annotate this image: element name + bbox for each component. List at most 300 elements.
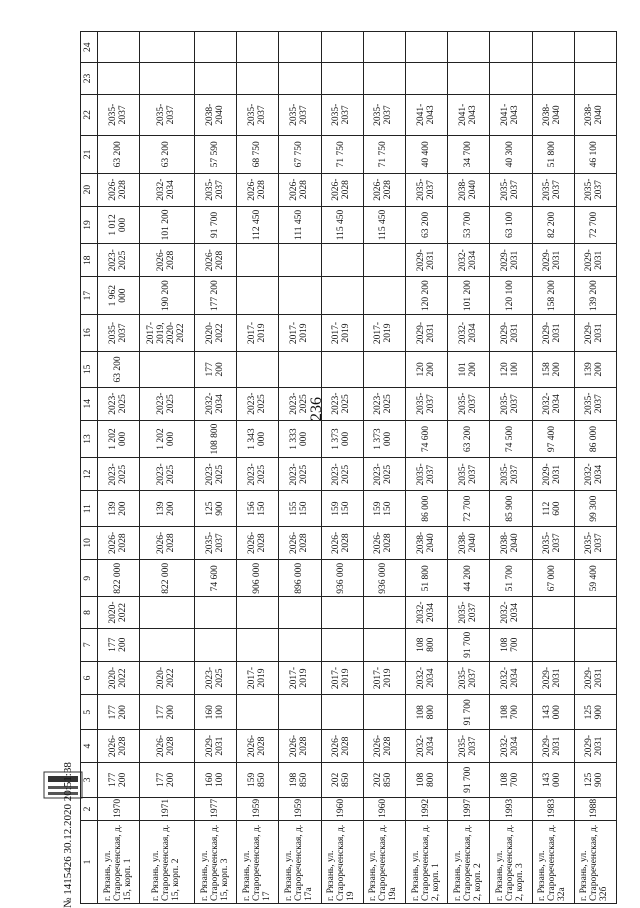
table-cell bbox=[321, 277, 363, 314]
table-cell bbox=[574, 597, 616, 628]
table-cell bbox=[321, 597, 363, 628]
table-cell: 2035-2037 bbox=[448, 597, 490, 628]
table-cell bbox=[448, 63, 490, 94]
address-cell: г. Рязань, ул. Старореченская, д. 2, корп. 1 bbox=[405, 820, 447, 903]
table-cell: 125 900 bbox=[195, 491, 237, 526]
table-cell: 2032-2034 bbox=[195, 387, 237, 420]
table-cell: 822 000 bbox=[140, 560, 195, 597]
table-cell bbox=[405, 32, 447, 63]
page-number: 236 bbox=[308, 397, 325, 421]
table-cell: 108 700 bbox=[490, 762, 532, 797]
table-cell: 115 450 bbox=[321, 206, 363, 243]
table-row bbox=[448, 32, 490, 904]
table-cell: 936 000 bbox=[363, 560, 405, 597]
table-cell bbox=[279, 597, 321, 628]
table-cell: 2035-2037 bbox=[448, 730, 490, 762]
table-cell bbox=[279, 277, 321, 314]
table-cell: 67 000 bbox=[532, 560, 574, 597]
table-cell: 2041-2043 bbox=[448, 94, 490, 136]
table-cell: 112 450 bbox=[237, 206, 279, 243]
table-cell bbox=[405, 63, 447, 94]
table-cell: 1971 bbox=[140, 798, 195, 821]
table-body bbox=[98, 32, 617, 904]
table-cell: 1 373 000 bbox=[363, 420, 405, 457]
table-cell: 2017-2019 bbox=[321, 661, 363, 694]
table-cell: 2023-2025 bbox=[279, 458, 321, 491]
table-cell: 97 400 bbox=[532, 420, 574, 457]
table-cell: 99 300 bbox=[574, 491, 616, 526]
table-cell: 2023-2025 bbox=[363, 458, 405, 491]
table-cell: 51 800 bbox=[405, 560, 447, 597]
table-cell: 57 590 bbox=[195, 136, 237, 173]
rotated-table-container bbox=[80, 31, 617, 904]
table-cell: 2023-2025 bbox=[321, 387, 363, 420]
table-cell: 108 800 bbox=[405, 762, 447, 797]
table-cell bbox=[363, 695, 405, 730]
table-cell: 46 100 bbox=[574, 136, 616, 173]
table-cell: 2026-2028 bbox=[279, 730, 321, 762]
table-cell: 2032-2034 bbox=[405, 661, 447, 694]
column-header: 19 bbox=[81, 206, 98, 243]
table-cell: 2032-2034 bbox=[490, 730, 532, 762]
table-cell: 1992 bbox=[405, 798, 447, 821]
table-cell: 139 200 bbox=[140, 491, 195, 526]
table-cell: 2026-2028 bbox=[140, 730, 195, 762]
table-cell bbox=[363, 628, 405, 661]
table-cell: 2017-2019 bbox=[279, 661, 321, 694]
table-cell: 2017-2019 bbox=[237, 661, 279, 694]
table-cell: 2026-2028 bbox=[237, 173, 279, 206]
column-header: 20 bbox=[81, 173, 98, 206]
table-cell: 2032-2034 bbox=[490, 661, 532, 694]
column-header: 8 bbox=[81, 597, 98, 628]
table-cell: 108 800 bbox=[405, 695, 447, 730]
table-cell: 101 200 bbox=[140, 206, 195, 243]
table-cell: 936 000 bbox=[321, 560, 363, 597]
table-cell: 2035-2037 bbox=[448, 661, 490, 694]
table-cell: 2035-2037 bbox=[405, 173, 447, 206]
table-cell: 2035-2037 bbox=[321, 94, 363, 136]
table-cell: 86 000 bbox=[405, 491, 447, 526]
table-cell bbox=[195, 32, 237, 63]
table-header-row bbox=[81, 32, 98, 904]
table-cell bbox=[237, 597, 279, 628]
address-cell: г. Рязань, ул. Старореченская, д. 17 bbox=[237, 820, 279, 903]
table-cell: 2035-2037 bbox=[405, 387, 447, 420]
table-cell: 1959 bbox=[237, 798, 279, 821]
table-cell: 125 900 bbox=[574, 695, 616, 730]
table-cell: 2026-2028 bbox=[98, 526, 140, 559]
table-cell: 2035-2037 bbox=[448, 387, 490, 420]
column-header: 5 bbox=[81, 695, 98, 730]
table-cell: 2035-2037 bbox=[363, 94, 405, 136]
table-cell: 1 202 000 bbox=[98, 420, 140, 457]
table-cell: 2029-2031 bbox=[490, 244, 532, 277]
table-cell: 2035-2037 bbox=[279, 94, 321, 136]
table-cell bbox=[140, 63, 195, 94]
table-cell: 1993 bbox=[490, 798, 532, 821]
table-cell bbox=[237, 352, 279, 387]
table-cell: 101 200 bbox=[448, 352, 490, 387]
table-cell: 2038-2040 bbox=[405, 526, 447, 559]
column-header: 16 bbox=[81, 314, 98, 351]
table-cell: 101 200 bbox=[448, 277, 490, 314]
column-header: 2 bbox=[81, 798, 98, 821]
table-cell: 125 900 bbox=[574, 762, 616, 797]
address-cell: г. Рязань, ул. Старореченская, д. 17а bbox=[279, 820, 321, 903]
table-cell: 59 400 bbox=[574, 560, 616, 597]
table-cell bbox=[363, 277, 405, 314]
table-cell: 2032-2034 bbox=[140, 173, 195, 206]
table-cell: 2032-2034 bbox=[448, 244, 490, 277]
table-cell: 2038-2040 bbox=[490, 526, 532, 559]
table-cell: 160 100 bbox=[195, 695, 237, 730]
table-cell: 2029-2031 bbox=[405, 314, 447, 351]
table-cell: 2038-2040 bbox=[448, 173, 490, 206]
table-cell: 2026-2028 bbox=[363, 526, 405, 559]
column-header: 1 bbox=[81, 820, 98, 903]
table-cell: 158 200 bbox=[532, 277, 574, 314]
table-cell: 2029-2031 bbox=[532, 244, 574, 277]
table-cell: 2026-2028 bbox=[98, 173, 140, 206]
table-row bbox=[140, 32, 195, 904]
table-cell: 40 400 bbox=[405, 136, 447, 173]
table-cell: 2026-2028 bbox=[321, 730, 363, 762]
table-cell bbox=[532, 597, 574, 628]
table-cell: 2041-2043 bbox=[490, 94, 532, 136]
table-cell: 2023-2025 bbox=[195, 661, 237, 694]
table-cell bbox=[140, 352, 195, 387]
table-cell bbox=[363, 244, 405, 277]
table-cell: 1997 bbox=[448, 798, 490, 821]
table-cell: 2020-2022 bbox=[195, 314, 237, 351]
table-cell: 2035-2037 bbox=[574, 173, 616, 206]
table-cell bbox=[195, 628, 237, 661]
table-cell bbox=[279, 244, 321, 277]
table-cell: 143 000 bbox=[532, 762, 574, 797]
table-cell bbox=[237, 628, 279, 661]
table-cell: 177 200 bbox=[98, 628, 140, 661]
table-cell bbox=[279, 32, 321, 63]
table-cell: 2026-2028 bbox=[98, 730, 140, 762]
column-header: 22 bbox=[81, 94, 98, 136]
table-cell: 120 200 bbox=[405, 352, 447, 387]
table-cell bbox=[532, 63, 574, 94]
table-cell: 53 700 bbox=[448, 206, 490, 243]
table-cell: 51 700 bbox=[490, 560, 532, 597]
table-cell bbox=[321, 32, 363, 63]
column-header: 14 bbox=[81, 387, 98, 420]
table-cell: 896 000 bbox=[279, 560, 321, 597]
table-cell bbox=[532, 628, 574, 661]
table-cell: 2020-2022 bbox=[140, 661, 195, 694]
address-cell: г. Рязань, ул. Старореченская, д. 32а bbox=[532, 820, 574, 903]
table-cell: 1988 bbox=[574, 798, 616, 821]
table-cell: 108 700 bbox=[490, 695, 532, 730]
table-cell: 91 700 bbox=[195, 206, 237, 243]
table-cell: 2023-2025 bbox=[140, 458, 195, 491]
table-cell: 2035-2037 bbox=[140, 94, 195, 136]
table-cell bbox=[140, 32, 195, 63]
column-header: 18 bbox=[81, 244, 98, 277]
table-cell: 2029-2031 bbox=[532, 661, 574, 694]
table-cell bbox=[279, 695, 321, 730]
table-cell: 85 900 bbox=[490, 491, 532, 526]
table-cell: 2017-2019 bbox=[363, 314, 405, 351]
table-row bbox=[363, 32, 405, 904]
table-cell: 202 850 bbox=[363, 762, 405, 797]
address-cell: г. Рязань, ул. Старореченская, д. 32б bbox=[574, 820, 616, 903]
table-cell: 1959 bbox=[279, 798, 321, 821]
table-cell: 1 373 000 bbox=[321, 420, 363, 457]
table-cell: 91 700 bbox=[448, 628, 490, 661]
column-header: 15 bbox=[81, 352, 98, 387]
table-cell: 1960 bbox=[321, 798, 363, 821]
table-cell: 2029-2031 bbox=[574, 314, 616, 351]
table-cell bbox=[237, 695, 279, 730]
table-cell bbox=[140, 597, 195, 628]
column-header: 7 bbox=[81, 628, 98, 661]
table-cell: 74 600 bbox=[405, 420, 447, 457]
table-cell: 2023-2025 bbox=[195, 458, 237, 491]
table-cell bbox=[321, 63, 363, 94]
table-cell: 63 200 bbox=[140, 136, 195, 173]
table-cell: 82 200 bbox=[532, 206, 574, 243]
table-row bbox=[532, 32, 574, 904]
table-cell: 2017-2019 bbox=[237, 314, 279, 351]
table-cell bbox=[532, 32, 574, 63]
table-cell: 2023-2025 bbox=[98, 387, 140, 420]
table-cell: 2017-2019, 2020-2022 bbox=[140, 314, 195, 351]
table-cell: 2035-2037 bbox=[490, 173, 532, 206]
document-footer: № 1415426 30.12.2020 20:51:38 bbox=[62, 762, 74, 908]
table-cell: 72 700 bbox=[448, 491, 490, 526]
table-cell: 2026-2028 bbox=[363, 173, 405, 206]
table-cell bbox=[140, 628, 195, 661]
column-header: 12 bbox=[81, 458, 98, 491]
table-cell: 2023-2025 bbox=[140, 387, 195, 420]
table-cell: 2029-2031 bbox=[405, 244, 447, 277]
table-cell: 67 750 bbox=[279, 136, 321, 173]
column-header: 3 bbox=[81, 762, 98, 797]
table-cell: 158 200 bbox=[532, 352, 574, 387]
column-header: 21 bbox=[81, 136, 98, 173]
table-cell: 91 700 bbox=[448, 695, 490, 730]
address-cell: г. Рязань, ул. Старореченская, д. 15, корп. 3 bbox=[195, 820, 237, 903]
table-cell: 159 150 bbox=[321, 491, 363, 526]
table-cell: 202 850 bbox=[321, 762, 363, 797]
table-row bbox=[405, 32, 447, 904]
table-cell: 2038-2040 bbox=[195, 94, 237, 136]
table-cell: 2038-2040 bbox=[574, 94, 616, 136]
table-cell: 2038-2040 bbox=[448, 526, 490, 559]
address-cell: г. Рязань, ул. Старореченская, д. 2, корп. 2 bbox=[448, 820, 490, 903]
table-cell: 2032-2034 bbox=[405, 597, 447, 628]
table-cell: 156 150 bbox=[237, 491, 279, 526]
table-row bbox=[321, 32, 363, 904]
table-cell: 177 200 bbox=[98, 762, 140, 797]
table-cell: 1970 bbox=[98, 798, 140, 821]
table-cell: 2020-2022 bbox=[98, 597, 140, 628]
table-cell: 2023-2025 bbox=[98, 244, 140, 277]
table-cell: 2035-2037 bbox=[405, 458, 447, 491]
table-cell: 74 600 bbox=[195, 560, 237, 597]
table-cell bbox=[98, 32, 140, 63]
table-cell: 63 100 bbox=[490, 206, 532, 243]
table-cell: 120 100 bbox=[490, 277, 532, 314]
table-cell: 1983 bbox=[532, 798, 574, 821]
table-cell: 91 700 bbox=[448, 762, 490, 797]
table-cell: 2038-2040 bbox=[532, 94, 574, 136]
table-cell: 2032-2034 bbox=[490, 597, 532, 628]
table-cell: 2023-2025 bbox=[279, 387, 321, 420]
table-cell: 2035-2037 bbox=[574, 387, 616, 420]
table-cell: 177 200 bbox=[195, 277, 237, 314]
table-cell: 2023-2025 bbox=[98, 458, 140, 491]
column-header: 23 bbox=[81, 63, 98, 94]
table-cell: 2029-2031 bbox=[574, 661, 616, 694]
table-cell: 2026-2028 bbox=[140, 244, 195, 277]
table-cell bbox=[279, 352, 321, 387]
data-table bbox=[80, 31, 617, 904]
table-cell bbox=[363, 352, 405, 387]
table-cell: 2029-2031 bbox=[574, 730, 616, 762]
table-cell bbox=[237, 32, 279, 63]
table-cell: 2020-2022 bbox=[98, 661, 140, 694]
table-cell: 108 700 bbox=[490, 628, 532, 661]
table-cell: 2023-2025 bbox=[321, 458, 363, 491]
table-cell: 40 300 bbox=[490, 136, 532, 173]
column-header: 10 bbox=[81, 526, 98, 559]
table-cell bbox=[574, 628, 616, 661]
table-cell: 2026-2028 bbox=[279, 526, 321, 559]
table-cell: 2026-2028 bbox=[321, 526, 363, 559]
table-cell: 2029-2031 bbox=[490, 314, 532, 351]
table-cell bbox=[98, 63, 140, 94]
table-cell bbox=[321, 352, 363, 387]
table-row bbox=[574, 32, 616, 904]
table-cell: 108 800 bbox=[405, 628, 447, 661]
column-header: 9 bbox=[81, 560, 98, 597]
table-cell: 2035-2037 bbox=[237, 94, 279, 136]
column-header: 13 bbox=[81, 420, 98, 457]
table-cell: 115 450 bbox=[363, 206, 405, 243]
table-cell: 1 962 000 bbox=[98, 277, 140, 314]
table-cell: 177 200 bbox=[98, 695, 140, 730]
table-cell: 177 200 bbox=[140, 695, 195, 730]
table-cell: 1960 bbox=[363, 798, 405, 821]
table-cell bbox=[237, 244, 279, 277]
table-cell: 2026-2028 bbox=[321, 173, 363, 206]
table-cell: 2032-2034 bbox=[574, 458, 616, 491]
table-row bbox=[490, 32, 532, 904]
table-cell: 139 200 bbox=[98, 491, 140, 526]
table-cell: 139 200 bbox=[574, 352, 616, 387]
table-cell: 63 200 bbox=[98, 136, 140, 173]
table-cell: 2035-2037 bbox=[490, 387, 532, 420]
table-cell: 2029-2031 bbox=[532, 730, 574, 762]
table-cell: 2035-2037 bbox=[98, 94, 140, 136]
column-header: 11 bbox=[81, 491, 98, 526]
table-cell: 71 750 bbox=[363, 136, 405, 173]
table-cell: 72 700 bbox=[574, 206, 616, 243]
table-cell: 2029-2031 bbox=[195, 730, 237, 762]
table-row bbox=[279, 32, 321, 904]
table-cell: 198 850 bbox=[279, 762, 321, 797]
table-cell: 177 200 bbox=[140, 762, 195, 797]
table-cell: 2035-2037 bbox=[490, 458, 532, 491]
column-header: 17 bbox=[81, 277, 98, 314]
address-cell: г. Рязань, ул. Старореченская, д. 15, корп. 1 bbox=[98, 820, 140, 903]
table-cell: 63 200 bbox=[448, 420, 490, 457]
table-cell: 1 333 000 bbox=[279, 420, 321, 457]
table-cell bbox=[321, 695, 363, 730]
table-cell: 120 100 bbox=[490, 352, 532, 387]
table-cell: 34 700 bbox=[448, 136, 490, 173]
table-cell: 2029-2031 bbox=[532, 314, 574, 351]
table-cell: 2035-2037 bbox=[448, 458, 490, 491]
table-cell: 71 750 bbox=[321, 136, 363, 173]
table-cell: 2026-2028 bbox=[237, 526, 279, 559]
table-cell: 2035-2037 bbox=[195, 526, 237, 559]
table-cell: 1977 bbox=[195, 798, 237, 821]
table-cell: 112 600 bbox=[532, 491, 574, 526]
table-cell: 51 800 bbox=[532, 136, 574, 173]
table-cell: 2023-2025 bbox=[237, 387, 279, 420]
table-cell bbox=[490, 63, 532, 94]
table-cell: 74 500 bbox=[490, 420, 532, 457]
table-cell bbox=[490, 32, 532, 63]
table-cell: 2035-2037 bbox=[98, 314, 140, 351]
table-cell: 111 450 bbox=[279, 206, 321, 243]
table-cell: 159 150 bbox=[363, 491, 405, 526]
table-cell: 2032-2034 bbox=[532, 387, 574, 420]
table-cell bbox=[279, 63, 321, 94]
table-cell bbox=[195, 597, 237, 628]
table-cell: 2026-2028 bbox=[363, 730, 405, 762]
table-cell: 159 850 bbox=[237, 762, 279, 797]
table-cell: 2035-2037 bbox=[532, 526, 574, 559]
table-cell bbox=[574, 32, 616, 63]
table-cell: 63 200 bbox=[405, 206, 447, 243]
table-cell bbox=[321, 244, 363, 277]
table-cell: 2035-2037 bbox=[195, 173, 237, 206]
table-cell bbox=[195, 63, 237, 94]
table-cell: 86 000 bbox=[574, 420, 616, 457]
table-cell: 108 800 bbox=[195, 420, 237, 457]
table-cell: 2041-2043 bbox=[405, 94, 447, 136]
table-cell: 2032-2034 bbox=[448, 314, 490, 351]
table-cell bbox=[363, 63, 405, 94]
address-cell: г. Рязань, ул. Старореченская, д. 15, корп. 2 bbox=[140, 820, 195, 903]
column-header: 4 bbox=[81, 730, 98, 762]
table-cell bbox=[237, 63, 279, 94]
table-cell: 120 200 bbox=[405, 277, 447, 314]
table-row bbox=[98, 32, 140, 904]
table-cell: 44 200 bbox=[448, 560, 490, 597]
table-cell: 2026-2028 bbox=[279, 173, 321, 206]
table-cell: 143 000 bbox=[532, 695, 574, 730]
table-cell: 2029-2031 bbox=[532, 458, 574, 491]
table-cell bbox=[363, 597, 405, 628]
table-cell: 63 200 bbox=[98, 352, 140, 387]
table-cell: 2017-2019 bbox=[321, 314, 363, 351]
address-cell: г. Рязань, ул. Старореченская, д. 19а bbox=[363, 820, 405, 903]
column-header: 24 bbox=[81, 32, 98, 63]
address-cell: г. Рязань, ул. Старореченская, д. 19 bbox=[321, 820, 363, 903]
table-cell: 1 202 000 bbox=[140, 420, 195, 457]
table-cell: 177 200 bbox=[195, 352, 237, 387]
